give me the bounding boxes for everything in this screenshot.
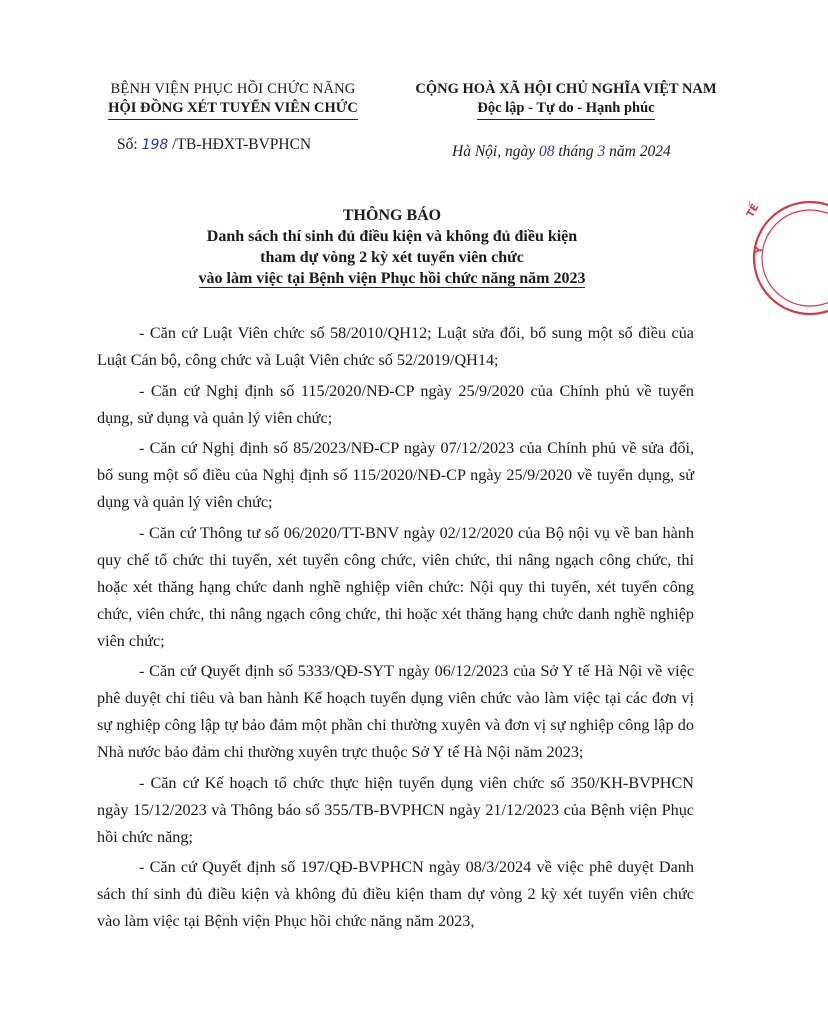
title-line-3 xyxy=(0,268,784,289)
legal-basis-paragraph: - Căn cứ Quyết định số 5333/QĐ-SYT ngày 06/12/2023 của Sở Y tế Hà Nội về việc phê duyệt chỉ tiêu và ban hành Kế hoạch tuyển dụng viên chức vào làm việc tại các đơn vị sự nghiệp công lập tự bảo đảm một phần chi thường xuyên và đơn vị sự nghiệp công lập do Nhà nước bảo đảm chi thường xuyên trực thuộc Sở Y tế Hà Nội năm 2023; xyxy=(97,662,694,761)
legal-basis-paragraph: - Căn cứ Nghị định số 115/2020/NĐ-CP ngày 25/9/2020 của Chính phủ về tuyển dụng, sử dụng và quản lý viên chức; xyxy=(97,381,694,427)
svg-text:TẾ: TẾ xyxy=(745,202,762,220)
svg-text:Y: Y xyxy=(754,246,766,255)
document-title-block xyxy=(0,205,784,289)
nation-name: CỘNG HOÀ XÃ HỘI CHỦ NGHĨA VIỆT NAM xyxy=(415,81,717,97)
number-prefix: Số: xyxy=(117,136,138,153)
title-line-2: tham dự vòng 2 kỳ xét tuyển viên chức xyxy=(260,249,524,266)
title-line-1: Danh sách thí sinh đủ điều kiện và không đủ điều kiện xyxy=(206,228,578,245)
date-day: 08 xyxy=(538,143,555,160)
number-code: /TB-HĐXT-BVPHCN xyxy=(172,136,312,153)
legal-basis-paragraph: - Căn cứ Luật Viên chức số 58/2010/QH12; Luật sửa đổi, bổ sung một số điều của Luật Cán bộ, công chức và Luật Viên chức số 52/2019/QH14; xyxy=(97,324,694,369)
legal-basis-paragraph: - Căn cứ Thông tư số 06/2020/TT-BNV ngày 02/12/2020 của Bộ nội vụ về ban hành quy chế tổ chức thi tuyển, xét tuyển công chức, viên chức, thi nâng ngạch công chức, thi hoặc xét thăng hạng chức danh nghề nghiệp viên chức: Nội quy thi tuyển, xét tuyển công chức, viên chức, thi nâng ngạch công chức, thi hoặc xét thăng hạng chức danh nghề nghiệp viên chức; xyxy=(97,523,694,650)
national-header xyxy=(396,80,736,120)
red-seal-stamp xyxy=(745,188,828,328)
handwritten-number: 198 xyxy=(141,137,169,153)
document-number xyxy=(117,136,311,154)
title-line-3-text: vào làm việc tại Bệnh viện Phục hồi chức năng năm 2023 xyxy=(198,270,586,287)
legal-basis-paragraph: - Căn cứ Quyết định số 197/QĐ-BVPHCN ngày 08/3/2024 về việc phê duyệt Danh sách thí sinh đủ điều kiện và không đủ điều kiện tham dự vòng 2 kỳ xét tuyển viên chức vào làm việc tại Bệnh viện Phục hồi chức năng năm 2023, xyxy=(97,858,694,930)
national-motto: Độc lập - Tự do - Hạnh phúc xyxy=(477,99,654,120)
legal-basis-paragraph: - Căn cứ Kế hoạch tổ chức thực hiện tuyển dụng viên chức số 350/KH-BVPHCN ngày 15/12/2023 và Thông báo số 355/TB-BVPHCN ngày 21/12/2023 của Bệnh viện Phục hồi chức năng; xyxy=(97,773,694,846)
legal-basis-paragraph: - Căn cứ Nghị định số 85/2023/NĐ-CP ngày 07/12/2023 của Chính phủ về sửa đổi, bổ sung một số điều của Nghị định số 115/2020/NĐ-CP ngày 25/9/2020 về tuyển dụng, sử dụng và quản lý viên chức; xyxy=(97,439,694,511)
date-year: năm 2024 xyxy=(609,143,671,160)
council-name: HỘI ĐỒNG XÉT TUYỂN VIÊN CHỨC xyxy=(108,99,358,120)
document-type: THÔNG BÁO xyxy=(342,207,442,224)
document-date xyxy=(452,143,671,161)
date-prefix: Hà Nội, ngày xyxy=(452,143,536,160)
organization-name: BỆNH VIỆN PHỤC HỒI CHỨC NĂNG xyxy=(110,81,356,97)
date-month: 3 xyxy=(597,143,606,160)
issuer-header xyxy=(88,80,378,120)
legal-bases xyxy=(97,320,694,939)
date-month-label: tháng xyxy=(558,143,594,160)
